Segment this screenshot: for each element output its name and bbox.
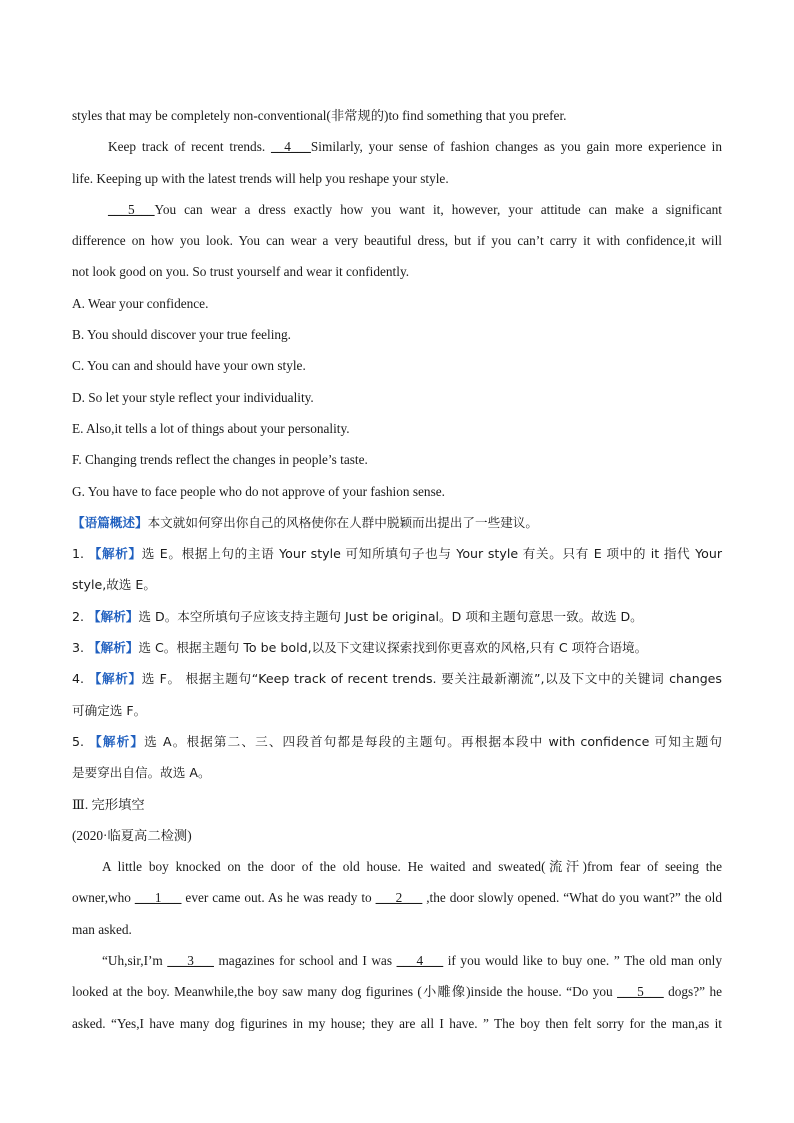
analysis-text: 选 A。根据第二、三、四段首句都是每段的主题句。再根据本段中 with confidence 可知主题句 [144, 733, 722, 749]
option-a: A. Wear your confidence. [72, 295, 209, 311]
cloze-text: ever came out. As he was ready to [181, 890, 376, 906]
passage-paragraph [72, 194, 722, 225]
options-list [72, 288, 722, 507]
analysis-item-1-cont: style,故选 E。 [72, 577, 156, 593]
summary [72, 507, 722, 538]
analysis-item-5 [72, 726, 722, 757]
analysis-item-3 [72, 632, 722, 663]
cloze-text: looked at the boy. Meanwhile,the boy saw many dog figurines (小雕像)inside the house. “Do you [72, 984, 618, 1000]
option-g: G. You have to face people who do not approve of your fashion sense. [72, 483, 445, 499]
analysis-text: 选 E。根据上句的主语 Your style 可知所填句子也与 Your style 有关。只有 E 项中的 it 指代 Your [141, 546, 723, 562]
summary-text: 本文就如何穿出你自己的风格使你在人群中脱颖而出提出了一些建议。 [147, 514, 538, 530]
passage-text: You can wear a dress exactly how you want it, however, your attitude can make a significant [154, 201, 722, 217]
analysis-number: 3. [72, 640, 85, 656]
passage-paragraph [72, 131, 722, 162]
option-c: C. You can and should have your own style. [72, 358, 306, 374]
cloze-blank-5: ___5___ [617, 984, 664, 1000]
analysis-number: 4. [72, 671, 85, 687]
analysis-text: 选 C。根据主题句 To be bold,以及下文建议探索找到你更喜欢的风格,只有 C 项符合语境。 [138, 640, 648, 656]
option-f: F. Changing trends reflect the changes in people’s taste. [72, 452, 368, 468]
analysis-item-1 [72, 538, 722, 569]
analysis-tag: 【解析】 [88, 608, 139, 624]
option-b: B. You should discover your true feeling. [72, 327, 292, 343]
answer-blank-5: ___5___ [108, 201, 155, 217]
option-e: E. Also,it tells a lot of things about your personality. [72, 420, 350, 436]
cloze-line: A little boy knocked on the door of the old house. He waited and sweated(流汗)from fear of seeing the [102, 859, 722, 875]
analysis-item-2 [72, 601, 722, 632]
analysis-number: 5. [72, 733, 85, 749]
cloze-line [72, 882, 722, 913]
cloze-blank-2: ___2___ [375, 890, 423, 906]
cloze-text: “Uh,sir,I’m [102, 953, 168, 969]
summary-tag: 【语篇概述】 [72, 514, 148, 530]
analysis-tag: 【解析】 [88, 546, 142, 562]
analysis-item-4 [72, 663, 722, 694]
analysis-tag: 【解析】 [88, 671, 142, 687]
passage-line: not look good on you. So trust yourself and wear it confidently. [72, 264, 410, 280]
analysis-text: 选 F。 根据主题句“Keep track of recent trends. 要关注最新潮流”,以及下文中的关键词 changes [141, 671, 722, 687]
analysis-number: 1. [72, 546, 85, 562]
cloze-line [72, 976, 722, 1007]
cloze-blank-1: ___1___ [134, 890, 182, 906]
passage-text: Keep track of recent trends. [108, 139, 271, 155]
passage-line: styles that may be completely non-conventional(非常规的)to find something that you prefer. [72, 108, 567, 123]
cloze-text: if you would like to buy one. ” The old man only [443, 953, 722, 969]
section-source: (2020·临夏高二检测) [72, 827, 192, 843]
section-heading: Ⅲ. 完形填空 [72, 796, 145, 812]
cloze-line: asked. “Yes,I have many dog figurines in my house; they are all I have. ” The boy then felt sorry for the man,as it [72, 1015, 722, 1031]
passage-line: life. Keeping up with the latest trends will help you reshape your style. [72, 170, 449, 186]
analysis-text: 选 D。本空所填句子应该支持主题句 Just be original。D 项和主题句意思一致。故选 D。 [138, 608, 643, 624]
cloze-blank-3: ___3___ [167, 953, 214, 969]
passage-line: difference on how you look. You can wear a very beautiful dress, but if you can’t carry it with confidence,it will [72, 233, 722, 249]
analysis-number: 2. [72, 608, 85, 624]
option-d: D. So let your style reflect your individuality. [72, 389, 314, 405]
answer-blank-4: __4___ [271, 139, 311, 155]
analysis-list [72, 538, 722, 788]
passage-text: Similarly, your sense of fashion changes as you gain more experience in [310, 139, 722, 155]
analysis-item-4-cont: 可确定选 F。 [72, 702, 147, 718]
cloze-text: owner,who [72, 890, 135, 906]
cloze-text: magazines for school and I was [213, 953, 397, 969]
analysis-tag: 【解析】 [89, 733, 145, 749]
analysis-item-5-cont: 是要穿出自信。故选 A。 [72, 765, 211, 781]
cloze-line [72, 945, 722, 976]
analysis-tag: 【解析】 [88, 640, 139, 656]
cloze-text: ,the door slowly opened. “What do you want?” the old [422, 890, 722, 906]
cloze-line: man asked. [72, 921, 132, 937]
cloze-blank-4: ___4___ [396, 953, 444, 969]
document-page [72, 100, 722, 1039]
cloze-text: dogs?” he [663, 984, 722, 1000]
